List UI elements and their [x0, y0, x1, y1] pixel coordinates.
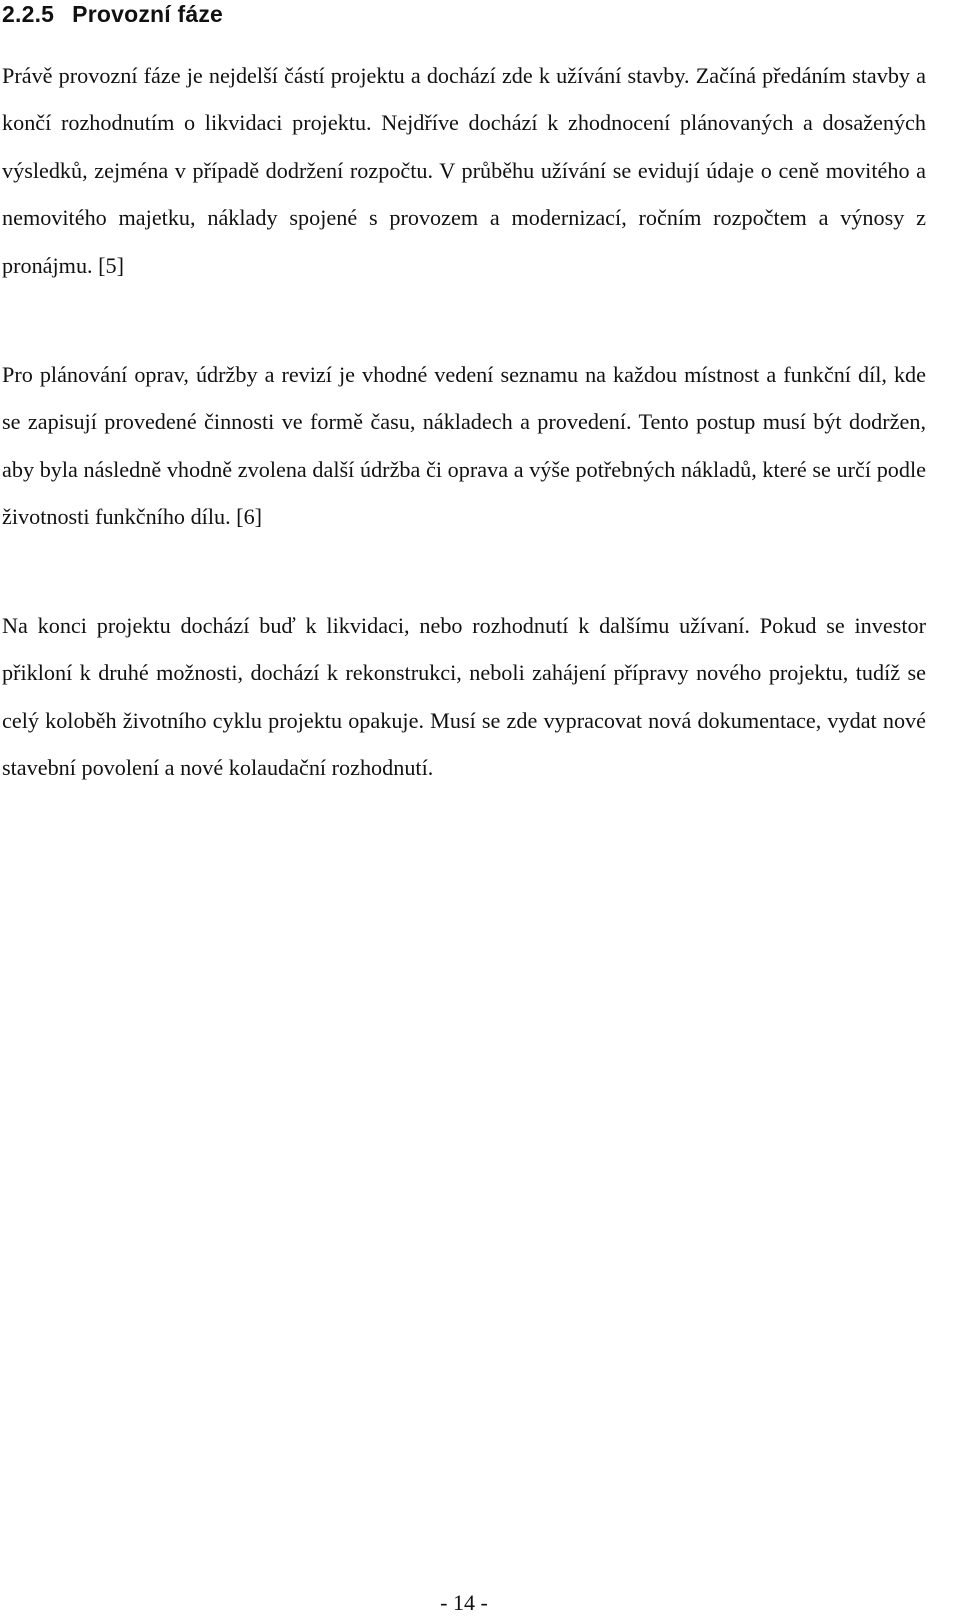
paragraph-3: Na konci projektu dochází buď k likvidaci, nebo rozhodnutí k dalšímu užívaní. Pokud se investor přikloní k druhé možnosti, dochází k rekonstrukci, neboli zahájení přípravy nového projektu, tudíž se celý koloběh životního cyklu projektu opakuje. Musí se zde vypracovat nová dokumentace, vydat nové stavební povolení a nové kolaudační rozhodnutí.: [2, 613, 926, 781]
paragraph-2: Pro plánování oprav, údržby a revizí je vhodné vedení seznamu na každou místnost a funkční díl, kde se zapisují provedené činnosti ve formě času, nákladech a provedení. Tento postup musí být dodržen, aby byla následně vhodně zvolena další údržba či oprava a výše potřebných nákladů, které se určí podle životnosti funkčního dílu. [6]: [2, 362, 926, 530]
page-number: - 14 -: [440, 1590, 488, 1615]
section-number: 2.2.5: [2, 1, 55, 27]
paragraph-1: Právě provozní fáze je nejdelší částí projektu a dochází zde k užívání stavby. Začíná předáním stavby a končí rozhodnutím o likvidaci projektu. Nejdříve dochází k zhodnocení plánovaných a dosažených výsledků, zejména v případě dodržení rozpočtu. V průběhu užívání se evidují údaje o ceně movitého a nemovitého majetku, náklady spojené s provozem a modernizací, ročním rozpočtem a výnosy z pronájmu. [5]: [2, 63, 926, 278]
section-heading: [2, 0, 223, 34]
section-title: Provozní fáze: [72, 1, 224, 27]
